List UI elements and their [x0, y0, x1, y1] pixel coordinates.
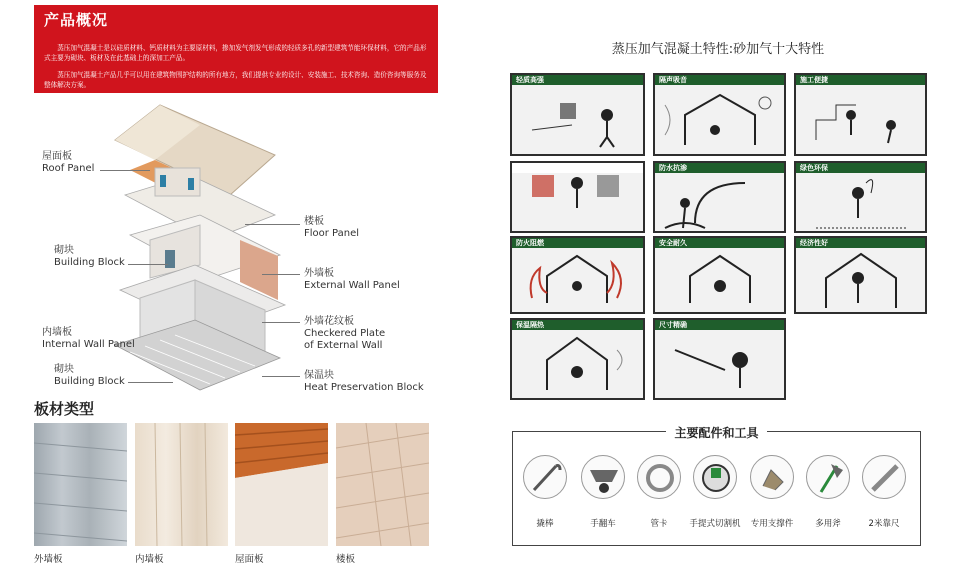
overview-banner: [34, 5, 438, 93]
label-floor-panel: 楼板 Floor Panel: [304, 216, 360, 239]
feature-card-waterproof: 防水抗渗: [653, 161, 786, 233]
water-hose-icon: [655, 173, 784, 233]
internal-wall-panel-photo: [135, 423, 228, 546]
label-heat-preservation-block: 保温块 Heat Preservation Block: [304, 370, 424, 393]
feature-card-green: 绿色环保: [794, 161, 927, 233]
house-illustration: [100, 100, 290, 400]
tools-title: 主要配件和工具: [512, 424, 921, 441]
overview-title: 产品概况: [44, 11, 109, 29]
panel-caption-floor: 楼板: [336, 554, 356, 565]
tool-caption-axe: 多用斧: [815, 519, 841, 529]
feature-card-precision: 尺寸精确: [653, 318, 786, 400]
features-title: 蒸压加气混凝土特性:砂加气十大特性: [611, 42, 825, 57]
feature-card-sound: 隔声吸音: [653, 73, 786, 156]
tool-caption-pipe-clamp: 管卡: [650, 519, 668, 529]
floor-panel-photo: [336, 423, 429, 546]
feature-card-waterproof-left: [510, 161, 645, 233]
wheelbarrow-icon: [581, 455, 625, 499]
exploded-house-diagram: [100, 100, 290, 400]
waterproof-figure-icon: [512, 163, 643, 225]
feature-card-lightweight: 轻质高强: [510, 73, 645, 156]
level-ruler-icon: [862, 455, 906, 499]
tool-caption-ruler: 2米靠尺: [868, 519, 900, 529]
panel-caption-roof: 屋面板: [235, 554, 264, 565]
house-sound-icon: [655, 85, 784, 156]
feature-card-construction: 施工便捷: [794, 73, 927, 156]
label-external-wall-panel: 外墙板 External Wall Panel: [304, 268, 400, 291]
insulation-house-icon: [512, 330, 643, 400]
panel-types-title: 板材类型: [34, 400, 95, 418]
feature-card-durable: 安全耐久: [653, 236, 786, 314]
tool-caption-wheelbarrow: 手翻车: [590, 519, 616, 529]
fire-house-icon: [512, 248, 643, 314]
economic-house-icon: [796, 248, 925, 314]
axe-icon: [806, 455, 850, 499]
tool-caption-pry-bar: 撬棒: [536, 519, 554, 529]
measuring-figure-icon: [655, 330, 784, 400]
label-roof-panel: 屋面板 Roof Panel: [42, 151, 95, 174]
stick-figure-icon: [512, 85, 643, 156]
feature-card-fireproof: 防火阻燃: [510, 236, 645, 314]
tool-caption-support: 专用支撑件: [750, 519, 794, 529]
cutting-machine-icon: [693, 455, 737, 499]
durable-house-icon: [655, 248, 784, 314]
feature-card-economic: 经济性好: [794, 236, 927, 314]
label-building-block-lower: 砌块 Building Block: [54, 364, 125, 387]
builder-icon: [796, 85, 925, 156]
label-checkered-plate: 外墙花纹板 Checkered Plate of External Wall: [304, 316, 386, 351]
tool-caption-cutter: 手提式切割机: [689, 519, 741, 529]
feature-card-insulation: 保温隔热: [510, 318, 645, 400]
plant-figure-icon: [796, 173, 925, 233]
label-internal-wall-panel: 内墙板 Internal Wall Panel: [42, 327, 135, 350]
label-building-block-upper: 砌块 Building Block: [54, 245, 125, 268]
overview-paragraph-1: 蒸压加气混凝土是以硅质材料、钙质材料为主要原材料，掺加发气剂发气形成的轻质多孔的新型建筑节能环保材料，它的产品形式主要为砌块、板材及在此基础上的深加工产品。: [44, 44, 427, 62]
roof-panel-photo: [235, 423, 328, 546]
external-wall-panel-photo: [34, 423, 127, 546]
support-bracket-icon: [750, 455, 794, 499]
panel-caption-internal: 内墙板: [135, 554, 164, 565]
pipe-clamp-icon: [637, 455, 681, 499]
pry-bar-icon: [523, 455, 567, 499]
overview-paragraph-2: 蒸压加气混凝土产品几乎可以用在建筑物围护结构的所有地方，我们提供专业的设计、安装施工、技术咨询、造价咨询等服务及整体解决方案。: [44, 71, 427, 89]
panel-caption-external: 外墙板: [34, 554, 63, 565]
